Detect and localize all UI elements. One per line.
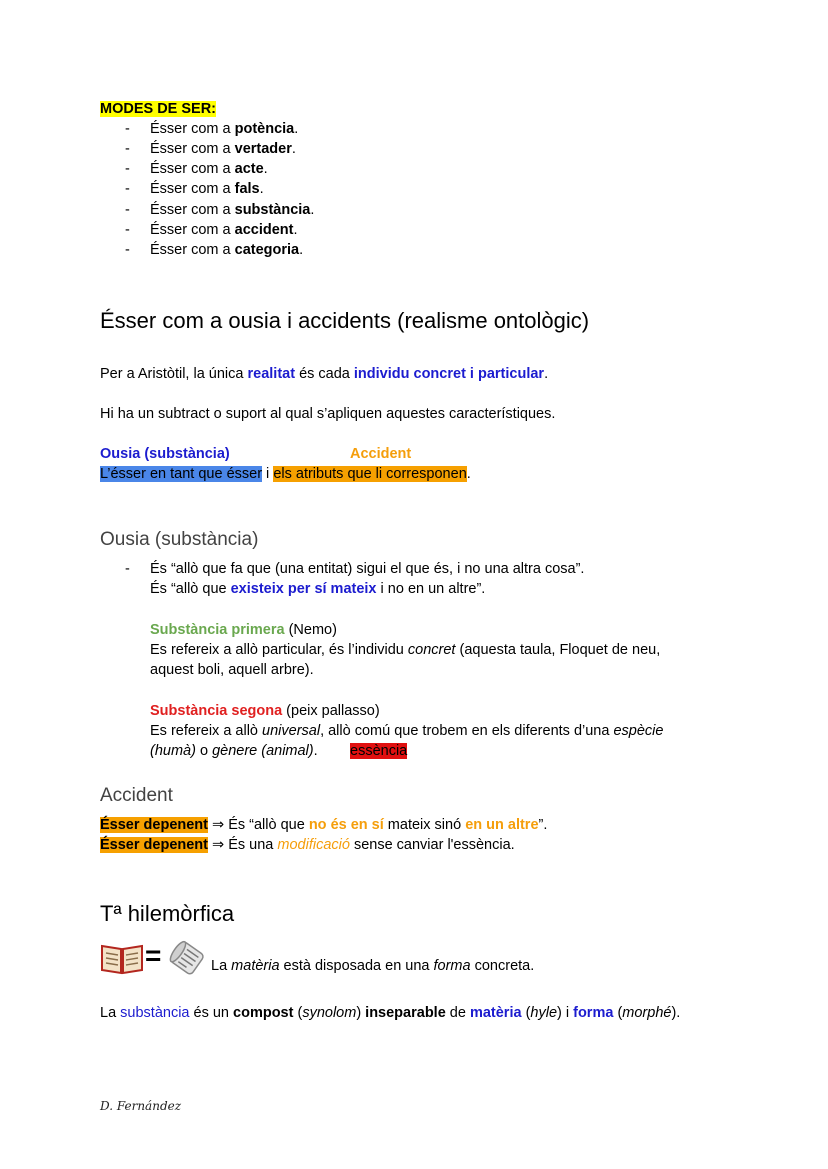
list-item: Ésser com a substància. <box>150 202 315 218</box>
list-item: Ésser com a fals. <box>150 181 264 197</box>
essencia-tag: essència <box>350 743 408 759</box>
signature: D. Fernández <box>100 1099 182 1113</box>
section-title-ousia-accidents: Ésser com a ousia i accidents (realisme ontològic) <box>100 308 590 333</box>
list-item: Ésser com a vertader. <box>150 141 296 157</box>
hilemorfica-caption: La matèria està disposada en una forma concreta. <box>211 958 535 974</box>
section-title-hilemorfica: Tª hilemòrfica <box>100 901 235 926</box>
ousia-definition-2: És “allò que existeix per sí mateix i no en un altre”. <box>150 581 486 597</box>
primera-heading: Substància primera (Nemo) <box>150 622 337 638</box>
section-title-accident: Accident <box>100 785 173 806</box>
label-ousia: Ousia (substància) <box>100 446 230 462</box>
primera-line-2: aquest boli, aquell arbre). <box>150 662 314 678</box>
list-item: Ésser com a potència. <box>150 121 299 137</box>
list-item: Ésser com a accident. <box>150 222 298 238</box>
bullet-marker: - <box>125 202 130 218</box>
list-item: Ésser com a acte. <box>150 161 268 177</box>
paragraph-realitat: Per a Aristòtil, la única realitat és cada individu concret i particular. <box>100 366 549 382</box>
bullet-marker: - <box>125 222 130 238</box>
section-title-ousia: Ousia (substància) <box>100 529 259 550</box>
list-item: Ésser com a categoria. <box>150 242 304 258</box>
bullet-marker: - <box>125 181 130 197</box>
label-accident: Accident <box>350 446 412 462</box>
modes-heading: MODES DE SER: <box>100 101 217 117</box>
bullet-marker: - <box>125 161 130 177</box>
bullet-marker: - <box>125 141 130 157</box>
equals-sign: = <box>145 940 162 971</box>
segona-line-1: Es refereix a allò universal, allò comú que trobem en els diferents d’una espècie <box>150 723 664 739</box>
bullet-marker: - <box>125 561 130 577</box>
rolled-newspaper-icon <box>166 938 208 978</box>
bullet-marker: - <box>125 242 130 258</box>
paragraph-subtract: Hi ha un subtract o suport al qual s’apliquen aquestes característiques. <box>100 406 556 422</box>
book-icon <box>100 940 144 976</box>
bullet-marker: - <box>125 121 130 137</box>
accident-line-1: Ésser depenent ⇒ És “allò que no és en sí mateix sinó en un altre”. <box>100 817 548 833</box>
segona-line-2: (humà) o gènere (animal). <box>150 743 318 759</box>
hilemorfica-paragraph: La substància és un compost (synolom) inseparable de matèria (hyle) i forma (morphé). <box>100 1005 681 1021</box>
segona-heading: Substància segona (peix pallasso) <box>150 703 380 719</box>
ousia-definition-1: És “allò que fa que (una entitat) sigui el que és, i no una altra cosa”. <box>150 561 585 577</box>
highlight-line: L’ésser en tant que ésser i els atributs que li corresponen. <box>100 466 471 482</box>
accident-line-2: Ésser depenent ⇒ És una modificació sense canviar l'essència. <box>100 837 515 853</box>
primera-line-1: Es refereix a allò particular, és l’individu concret (aquesta taula, Floquet de neu, <box>150 642 661 658</box>
